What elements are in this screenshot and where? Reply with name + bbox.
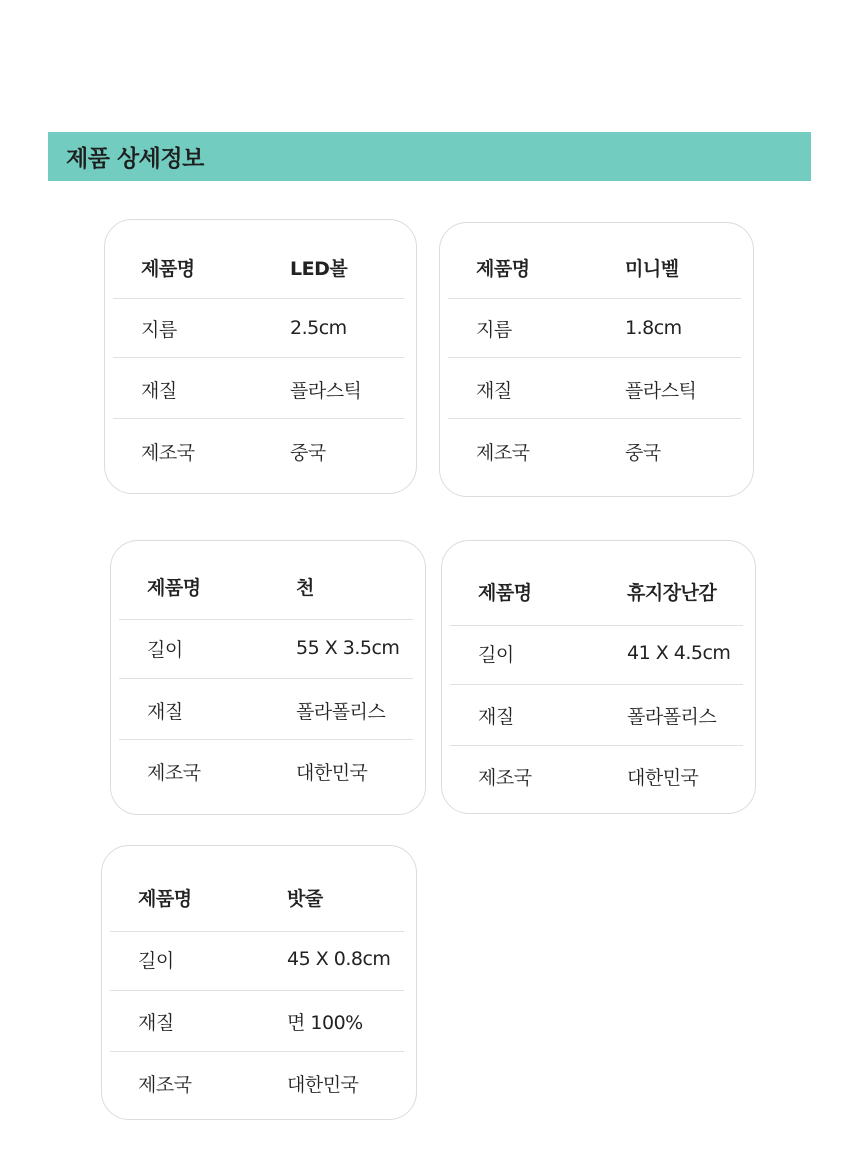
table-row <box>119 569 413 603</box>
row-value: 면 100% <box>287 1011 363 1034</box>
row-value: 천 <box>296 576 314 599</box>
divider <box>119 678 413 679</box>
divider <box>110 1051 404 1052</box>
row-label: 재질 <box>147 700 183 723</box>
row-label: 제조국 <box>138 1073 192 1096</box>
table-row <box>110 880 404 914</box>
divider <box>448 418 741 419</box>
row-value: 미니벨 <box>625 257 679 280</box>
row-label: 제조국 <box>476 441 530 464</box>
row-value: 41 X 4.5cm <box>627 642 731 664</box>
table-row <box>113 434 404 468</box>
row-label: 지름 <box>476 318 512 341</box>
row-label: 제조국 <box>478 766 532 789</box>
table-row <box>113 250 404 284</box>
row-value: 2.5cm <box>290 317 347 339</box>
row-value: LED볼 <box>290 257 348 280</box>
row-value: 대한민국 <box>296 761 368 784</box>
row-label: 제품명 <box>141 257 195 280</box>
table-row <box>450 636 743 670</box>
row-label: 길이 <box>147 638 183 661</box>
row-label: 제조국 <box>147 761 201 784</box>
row-value: 1.8cm <box>625 317 682 339</box>
row-label: 재질 <box>141 379 177 402</box>
row-label: 제품명 <box>476 257 530 280</box>
row-value: 휴지장난감 <box>627 581 717 604</box>
divider <box>119 739 413 740</box>
divider <box>450 745 743 746</box>
row-value: 밧줄 <box>287 887 323 910</box>
row-label: 제품명 <box>138 887 192 910</box>
row-value: 대한민국 <box>627 766 699 789</box>
table-row <box>110 1066 404 1100</box>
row-value: 55 X 3.5cm <box>296 637 400 659</box>
row-label: 길이 <box>478 643 514 666</box>
divider <box>110 990 404 991</box>
table-row <box>450 574 743 608</box>
table-row <box>113 311 404 345</box>
table-row <box>113 372 404 406</box>
table-row <box>119 693 413 727</box>
divider <box>450 684 743 685</box>
divider <box>110 931 404 932</box>
section-header <box>48 132 811 181</box>
table-row <box>119 631 413 665</box>
row-label: 제조국 <box>141 441 195 464</box>
table-row <box>110 1004 404 1038</box>
product-card-led-ball <box>104 219 417 494</box>
row-value: 플라스틱 <box>625 379 697 402</box>
table-row <box>450 759 743 793</box>
divider <box>450 625 743 626</box>
divider <box>119 619 413 620</box>
row-label: 제품명 <box>478 581 532 604</box>
row-value: 폴라폴리스 <box>627 705 717 728</box>
table-row <box>448 250 741 284</box>
product-card-cloth <box>110 540 426 815</box>
row-label: 길이 <box>138 949 174 972</box>
row-value: 플라스틱 <box>290 379 362 402</box>
row-value: 45 X 0.8cm <box>287 948 391 970</box>
row-label: 재질 <box>478 705 514 728</box>
row-value: 대한민국 <box>287 1073 359 1096</box>
row-label: 재질 <box>138 1011 174 1034</box>
divider <box>113 298 404 299</box>
divider <box>448 298 741 299</box>
section-title: 제품 상세정보 <box>66 146 204 172</box>
product-card-mini-bell <box>439 222 754 497</box>
table-row <box>450 698 743 732</box>
product-card-tissue-toy <box>441 540 756 814</box>
table-row <box>110 942 404 976</box>
table-row <box>448 372 741 406</box>
row-label: 재질 <box>476 379 512 402</box>
row-label: 제품명 <box>147 576 201 599</box>
row-label: 지름 <box>141 318 177 341</box>
divider <box>448 357 741 358</box>
product-card-rope <box>101 845 417 1120</box>
table-row <box>119 754 413 788</box>
table-row <box>448 311 741 345</box>
row-value: 폴라폴리스 <box>296 700 386 723</box>
divider <box>113 418 404 419</box>
divider <box>113 357 404 358</box>
table-row <box>448 434 741 468</box>
row-value: 중국 <box>290 441 326 464</box>
row-value: 중국 <box>625 441 661 464</box>
